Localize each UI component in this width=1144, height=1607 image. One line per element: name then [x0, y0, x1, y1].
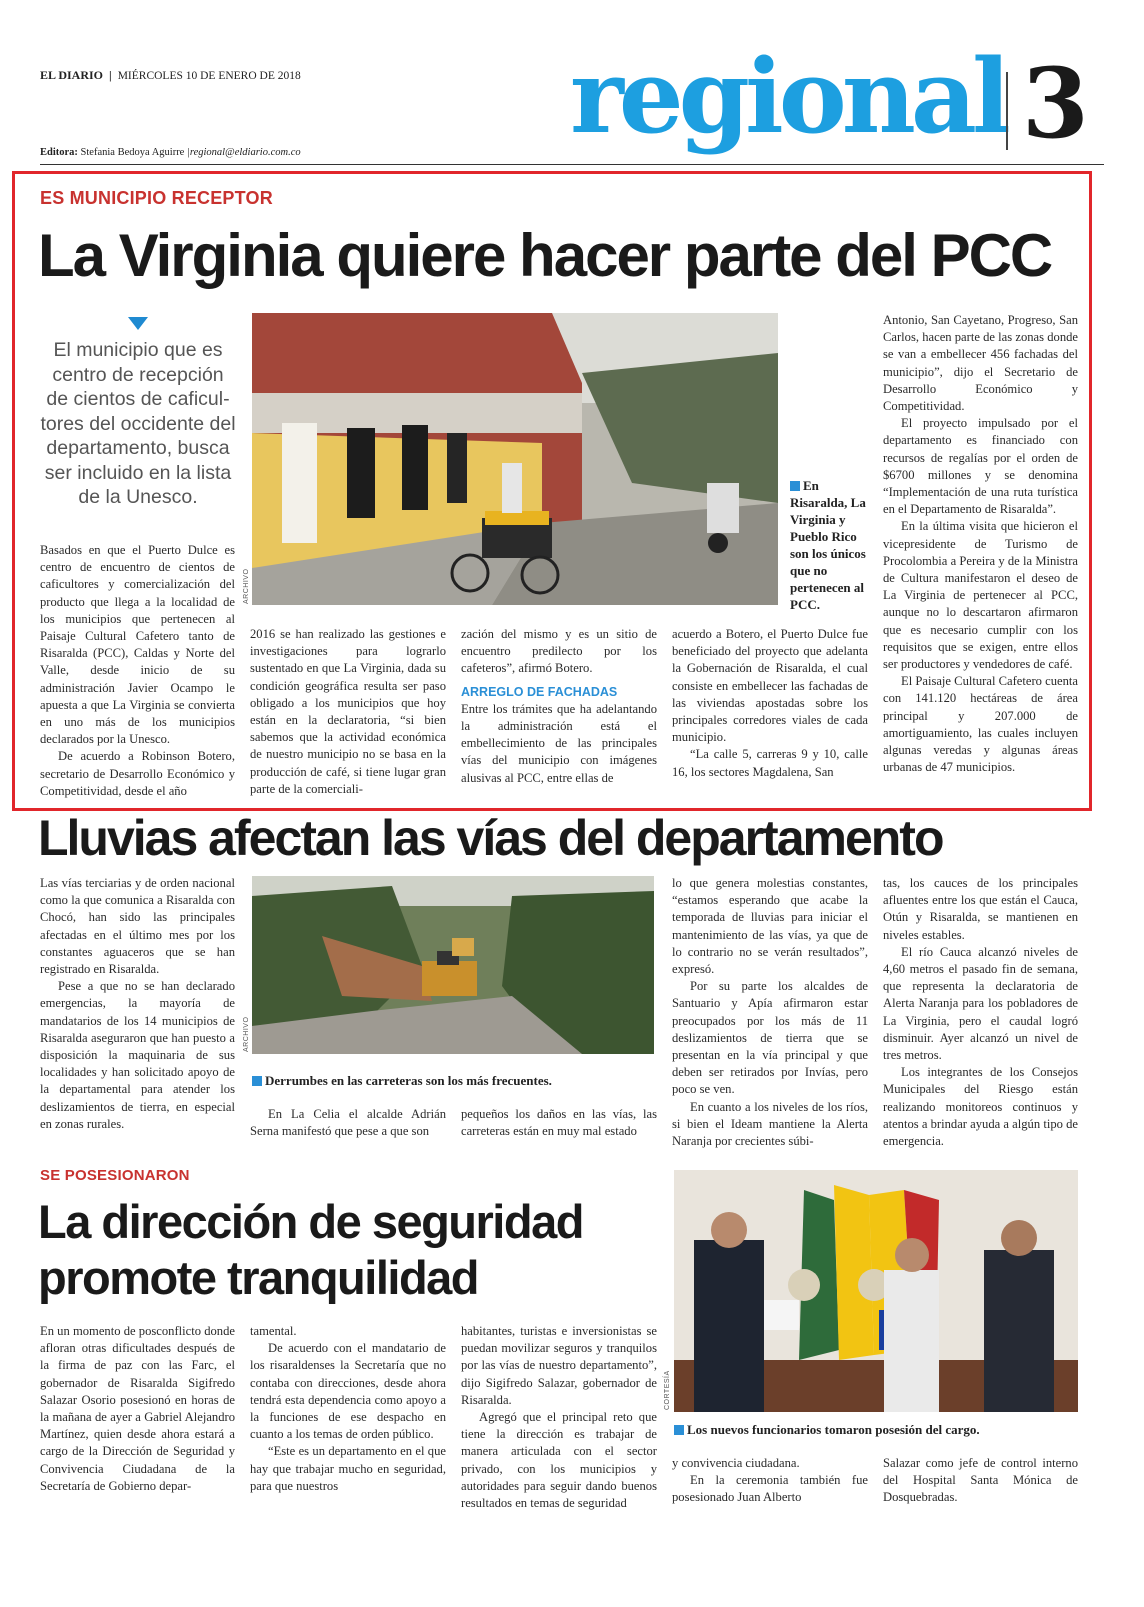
masthead	[40, 0, 1104, 165]
paragraph: Por su parte los alcaldes de Santuario y Apía afirmaron estar preocupados por los más de 11 deslizamientos de tierra que se presentan en la vía principal y que deben ser retirados por Invías, pero poco se ven.	[672, 979, 868, 1097]
article3-headline-line1: La dirección de seguridad	[38, 1195, 583, 1248]
photo3-caption-text: Los nuevos funcionarios tomaron posesión del cargo.	[687, 1422, 980, 1437]
paragraph: lo que genera molestias constantes, “estamos esperando que acabe la temporada de lluvias para iniciar el mantenimiento de las vías, ya que de lo contrario no se verán resultados”, expresó.	[672, 876, 868, 977]
paragraph: Salazar como jefe de control interno del Hospital Santa Mónica de Dosquebradas.	[883, 1456, 1078, 1505]
article2-col5	[883, 875, 1078, 1150]
editor-name: Stefania Bedoya Aguirre	[80, 147, 185, 158]
paragraph: Las vías terciarias y de orden nacional como la que comunica a Risaralda con Chocó, han sido las principales afectadas en el último mes por los constantes aguaceros que se han registrado en Risaralda.	[40, 876, 235, 977]
paragraph: En la ceremonia también fue posesionado Juan Alberto	[672, 1473, 868, 1505]
paper-name: EL DIARIO	[40, 68, 104, 82]
paragraph: De acuerdo con el mandatario de los risaraldenses la Secretaría que no contaba con direcciones, desde ahora tendrá esta dependencia como apoyo a la funciones de ese despacho en cuanto a los temas de orden público.	[250, 1341, 446, 1442]
paragraph: El río Cauca alcanzó niveles de 4,60 metros el pasado fin de semana, que representa la declaratoria de Alerta Naranja para los pobladores de La Virginia, pero el caudal logró disminuir. Ayer alcanzó un nivel de tres metros.	[883, 944, 1078, 1063]
paragraph: acuerdo a Botero, el Puerto Dulce fue beneficiado del proyecto que adelanta la Gobernación de Risaralda, el cual consiste en embellecer las fachadas de las viviendas apostadas sobre los principales corredores viales de cada municipio.	[672, 627, 868, 745]
paragraph: Antonio, San Cayetano, Progreso, San Carlos, hacen parte de las zonas donde se van a embellecer 456 fachadas del municipio”, dijo el Secretario de Desarrollo Económico y Competitividad.	[883, 313, 1078, 414]
photo2-caption	[252, 1072, 662, 1089]
photo1-credit: ARCHIVO	[243, 568, 250, 604]
photo1-caption	[790, 477, 872, 613]
paragraph: En La Celia el alcalde Adrián Serna manifestó que pese a que son	[250, 1107, 446, 1139]
editor-email: |regional@eldiario.com.co	[186, 147, 301, 158]
paragraph: Los integrantes de los Consejos Municipales del Riesgo están realizando monitoreos continuos y atentos a brindar ayuda a algún tipo de emergencia.	[883, 1065, 1078, 1149]
paragraph: tamental.	[250, 1324, 297, 1338]
article1-col4	[672, 626, 868, 781]
article2-col3	[461, 1106, 657, 1140]
article1-headline: La Virginia quiere hacer parte del PCC	[38, 222, 1052, 289]
section-divider	[1006, 72, 1008, 150]
article1-col1	[40, 542, 235, 800]
pullquote-arrow-icon	[128, 317, 148, 330]
paragraph: El Paisaje Cultural Cafetero cuenta con 141.120 hectáreas de área principal y 207.000 de amortiguamiento, las cuales incluyen algunas veredas y algunas áreas urbanas de 47 municipios.	[883, 674, 1078, 775]
article2-headline: Lluvias afectan las vías del departamento	[38, 810, 943, 866]
paragraph: zación del mismo y es un sitio de encuentro predilecto por los cafeteros”, afirmó Botero.	[461, 627, 657, 676]
landslide-illustration	[252, 876, 654, 1054]
paragraph: En un momento de posconflicto donde afloran otras dificultades después de la firma de paz con las Farc, el gobernador de Risaralda Sigifredo Salazar Osorio posesionó en horas de la mañana de ayer a Gabriel Alejandro Martínez, quien desde ahora estará a cargo de la Dirección de Seguridad y Convivencia Ciudadana de la Secretaría de Gobierno depar-	[40, 1324, 235, 1493]
caption-square-icon	[790, 481, 800, 491]
paragraph: “Este es un departamento en el que hay que trabajar mucho en seguridad, para que nuestros	[250, 1444, 446, 1493]
photo3-caption	[674, 1421, 1078, 1438]
paragraph: 2016 se han realizado las gestiones e investigaciones para lograrlo sustentado en que La Virginia, dada su condición geográfica resulta ser paso obligado a los municipios que hoy están en la declaratoria, “si bien sabemos que la actividad económica de nuestro municipio no se basa en la producción de café, si tiene lugar gran parte de la comerciali-	[250, 627, 446, 796]
page-number: 3	[1022, 47, 1089, 160]
article1-col3	[461, 626, 657, 787]
paragraph: pequeños los daños en las vías, las carreteras están en muy mal estado	[461, 1107, 657, 1139]
photo-swearing-in	[674, 1170, 1078, 1412]
paragraph: tas, los cauces de los principales afluentes entre los que están el Cauca, Otún y Risaralda, se mantienen en niveles estables.	[883, 876, 1078, 942]
paragraph: En la última visita que hicieron el vicepresidente de Turismo de Procolombia a Pereira y de la Ministra de Cultura manifestaron el deseo de La Virginia de pertenecer al PCC, aunque no lo descartaron afirmaron que es necesario cumplir con los requisitos que se exigen, entre ellos ser productores y vendedores de café.	[883, 519, 1078, 672]
section-title: regional	[570, 37, 1006, 157]
paragraph: De acuerdo a Robinson Botero, secretario de Desarrollo Económico y Competitividad, desde el año	[40, 749, 235, 798]
paragraph: habitantes, turistas e inversionistas se puedan movilizar seguros y tranquilos por las vías de nuestro departamento”, dijo Sigifredo Salazar, gobernador de Risaralda.	[461, 1324, 657, 1407]
paragraph: Entre los trámites que ha adelantando la administración está el embellecimiento de las principales vías del municipio con imágenes alusivas al PCC, entre ellas de	[461, 701, 657, 785]
article1-col2	[250, 626, 446, 798]
pullquote: El municipio que es centro de recepción de cientos de caficul-tores del occidente del departamento, busca ser incluido en la lista de la Unesco.	[40, 339, 236, 508]
article2-col2	[250, 1106, 446, 1140]
article2-col1	[40, 875, 235, 1133]
article3-col5	[883, 1455, 1078, 1507]
caption-square-icon	[252, 1076, 262, 1086]
article3-kicker: SE POSESIONARON	[40, 1167, 190, 1184]
photo3-credit: CORTESÍA	[664, 1370, 671, 1410]
photo1-caption-text: En Risaralda, La Virginia y Pueblo Rico son los únicos que no pertenecen al PCC.	[790, 478, 866, 612]
subhead-fachadas: ARREGLO DE FACHADAS	[461, 684, 618, 699]
street-illustration	[252, 313, 778, 605]
article3-headline-line2: promote tranquilidad	[38, 1251, 478, 1304]
editor-line	[40, 147, 301, 158]
photo2-credit: ARCHIVO	[243, 1016, 250, 1052]
paragraph: “La calle 5, carreras 9 y 10, calle 16, los sectores Magdalena, San	[672, 747, 868, 779]
issue-date: MIÉRCOLES 10 DE ENERO DE 2018	[117, 70, 301, 82]
article1-col5	[883, 312, 1078, 776]
paragraph: Pese a que no se han declarado emergencias, la mayoría de mandatarios de los 14 municipios de Risaralda aseguraron que han puesto a disposición la maquinaria de sus localidades y han solicitado apoyo de la departamental para atender los deslizamientos de tierra, en especial en zonas rurales.	[40, 979, 235, 1131]
masthead-dateline	[40, 68, 301, 83]
paragraph: Agregó que el principal reto que tiene la dirección es trabajar de manera articulada con el sector privado, con los municipios y autoridades para seguir dando buenos resultados en temas de seguridad	[461, 1410, 657, 1511]
paragraph: y convivencia ciudadana.	[672, 1456, 800, 1470]
paragraph: El proyecto impulsado por el departamento es financiado con recursos de regalías por el orden de $6700 millones y se denomina “Implementación de una ruta turística en el Departamento de Risaralda”.	[883, 416, 1078, 517]
paragraph: En cuanto a los niveles de los ríos, si bien el Ideam mantiene la Alerta Naranja por crecientes súbi-	[672, 1099, 868, 1149]
editor-label: Editora:	[40, 147, 78, 158]
ceremony-illustration	[674, 1170, 1078, 1412]
dateline-separator: |	[109, 68, 112, 82]
paragraph: Basados en que el Puerto Dulce es centro de encuentro de cientos de caficultores y comercialización del producto que llega a la localidad de los municipios que pertenecen al Paisaje Cultural Cafetero tanto de Risaralda (PCC), Caldas y Norte del Valle, desde inicio de su administración Javier Ocampo le apuesta a que La Virginia se convierta en uno más de los municipios declarados por la Unesco.	[40, 543, 235, 747]
photo2-caption-text: Derrumbes en las carreteras son los más frecuentes.	[265, 1073, 552, 1088]
article3-col2	[250, 1323, 446, 1495]
photo-street-la-virginia	[252, 313, 778, 605]
article3-col4	[672, 1455, 868, 1507]
article3-col1	[40, 1323, 235, 1495]
article1-kicker: ES MUNICIPIO RECEPTOR	[40, 188, 273, 208]
article2-col4	[672, 875, 868, 1150]
article3-col3	[461, 1323, 657, 1512]
caption-square-icon	[674, 1425, 684, 1435]
masthead-rule	[40, 164, 1104, 165]
photo-landslide-road	[252, 876, 654, 1054]
